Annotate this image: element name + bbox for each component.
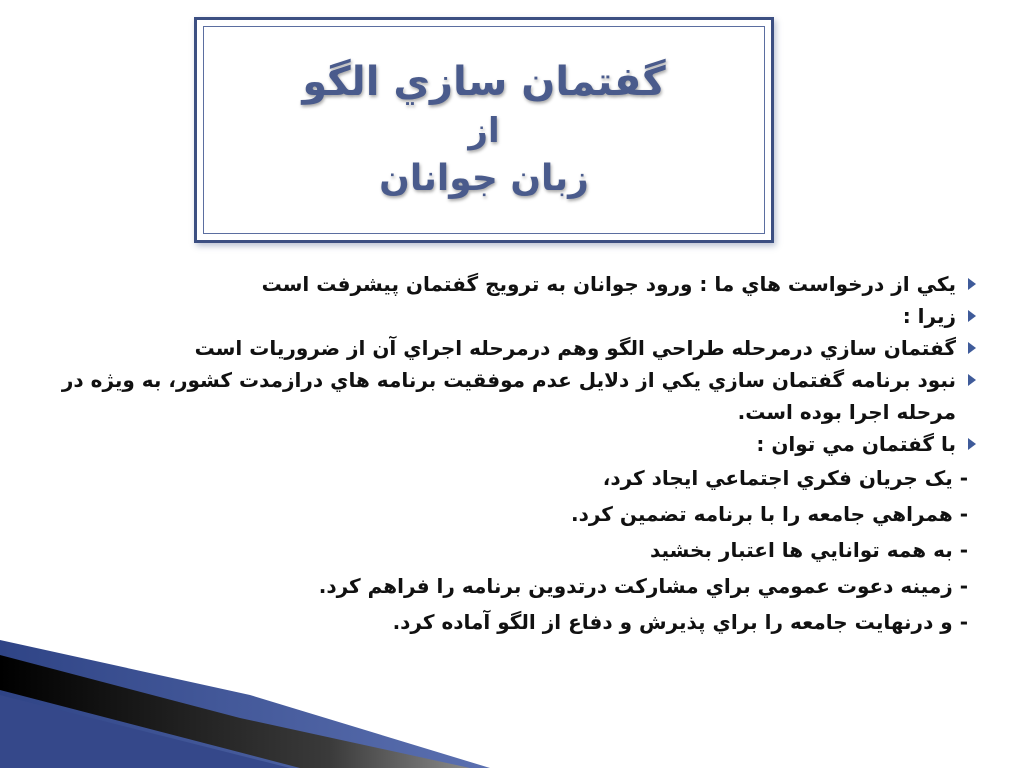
title-inner-frame (203, 26, 765, 234)
dash-text: - يک جريان فکري اجتماعي ايجاد کرد، (602, 466, 968, 490)
bullet-text: گفتمان سازي درمرحله طراحي الگو وهم درمرحله اجراي آن از ضروريات است (194, 336, 956, 360)
bullet-item (50, 300, 990, 332)
triangle-right-icon (968, 278, 976, 290)
title-line-1: گفتمان سازي الگو (302, 59, 666, 105)
triangle-right-icon (968, 342, 976, 354)
body-text (50, 268, 990, 640)
dash-text: - و درنهايت جامعه را براي پذيرش و دفاع از الگو آماده کرد. (392, 610, 968, 634)
dash-item (50, 460, 990, 496)
bullet-item (50, 268, 990, 300)
bullet-item (50, 364, 990, 428)
dash-text: - زمينه دعوت عمومي براي مشارکت درتدوين برنامه را فراهم کرد. (318, 574, 968, 598)
triangle-right-icon (968, 374, 976, 386)
dash-item (50, 568, 990, 604)
dash-text: - به همه توانايي ها اعتبار بخشيد (649, 538, 968, 562)
title-line-3: زبان جوانان (379, 158, 589, 199)
dash-item (50, 496, 990, 532)
bullet-item (50, 428, 990, 460)
bullet-item (50, 332, 990, 364)
title-line-2: از (468, 111, 500, 151)
bullet-text: زيرا : (902, 304, 956, 328)
triangle-right-icon (968, 310, 976, 322)
triangle-right-icon (968, 438, 976, 450)
bullet-text: با گفتمان مي توان : (756, 432, 956, 456)
dash-item (50, 532, 990, 568)
bullet-text: نبود برنامه گفتمان سازي يکي از دلايل عدم موفقيت برنامه هاي درازمدت کشور، به ويژه در مرحله اجرا بوده است. (61, 368, 956, 424)
bullet-text: يکي از درخواست هاي ما : ورود جوانان به ترويج گفتمان پيشرفت است (261, 272, 956, 296)
decorative-ribbon (0, 600, 500, 768)
dash-text: - همراهي جامعه را با برنامه تضمين کرد. (570, 502, 968, 526)
title-box (194, 17, 774, 243)
